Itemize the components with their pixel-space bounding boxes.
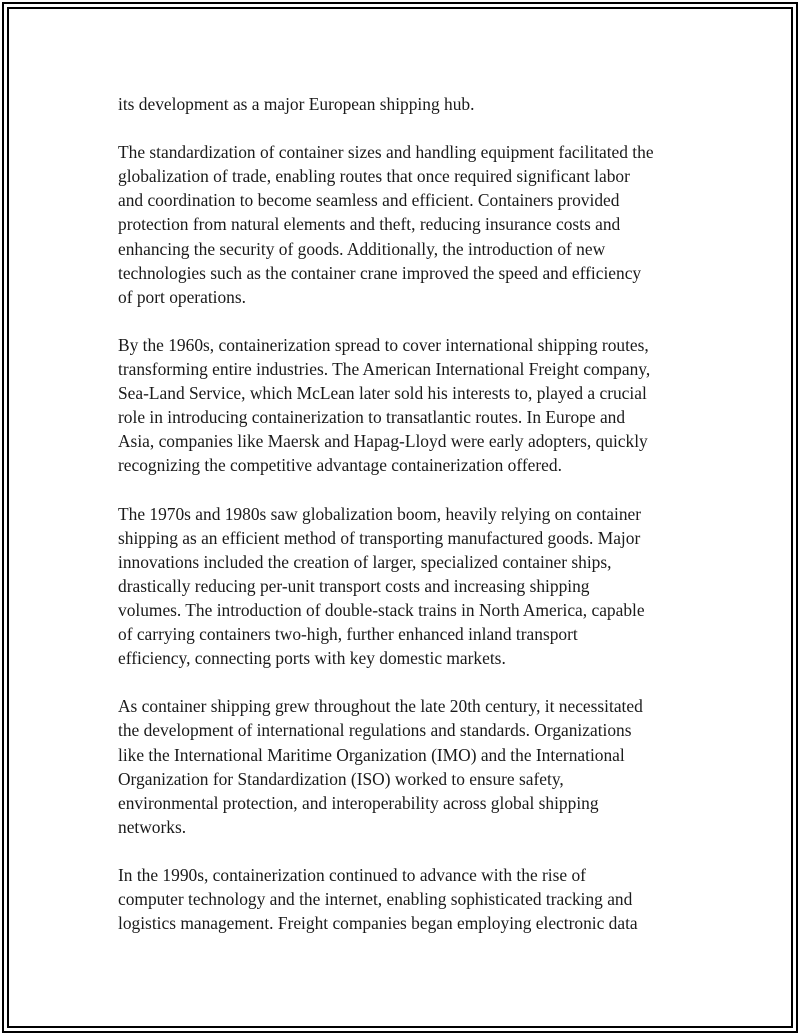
text-line: By the 1960s, containerization spread to cover international shipping routes, [118, 334, 649, 355]
text-line: volumes. The introduction of double-stack trains in North America, capable [118, 599, 645, 620]
text-line: protection from natural elements and theft, reducing insurance costs and [118, 214, 621, 235]
text-line: shipping as an efficient method of transporting manufactured goods. Major [118, 527, 641, 548]
text-line: globalization of trade, enabling routes that once required significant labor [118, 166, 630, 187]
text-line: Asia, companies like Maersk and Hapag-Lloyd were early adopters, quickly [118, 431, 648, 452]
text-line: Organization for Standardization (ISO) worked to ensure safety, [118, 768, 564, 789]
text-line: the development of international regulations and standards. Organizations [118, 720, 632, 741]
text-line: its development as a major European shipping hub. [118, 94, 475, 114]
text-line: transforming entire industries. The American International Freight company, [118, 359, 651, 380]
text-line: The 1970s and 1980s saw globalization boom, heavily relying on container [118, 503, 642, 524]
text-line: of carrying containers two-high, further enhanced inland transport [118, 624, 578, 645]
text-line: computer technology and the internet, enabling sophisticated tracking and [118, 889, 633, 910]
paragraph [118, 502, 698, 671]
paragraph [118, 694, 698, 839]
text-line: In the 1990s, containerization continued to advance with the rise of [118, 865, 586, 885]
text-line: logistics management. Freight companies began employing electronic data [118, 913, 638, 934]
text-line: Sea-Land Service, which McLean later sold his interests to, played a crucial [118, 383, 647, 404]
text-line: innovations included the creation of larger, specialized container ships, [118, 551, 612, 572]
paragraph [118, 863, 698, 935]
text-line: like the International Maritime Organization (IMO) and the International [118, 744, 625, 765]
text-line: The standardization of container sizes and handling equipment facilitated the [118, 142, 654, 163]
text-line: efficiency, connecting ports with key domestic markets. [118, 648, 506, 669]
text-line: technologies such as the container crane improved the speed and efficiency [118, 262, 642, 283]
text-line: of port operations. [118, 286, 246, 307]
text-line: and coordination to become seamless and efficient. Containers provided [118, 190, 620, 211]
paragraph [118, 333, 698, 478]
document-body [118, 92, 698, 959]
text-line: role in introducing containerization to transatlantic routes. In Europe and [118, 407, 626, 428]
text-line: drastically reducing per-unit transport costs and increasing shipping [118, 575, 590, 596]
paragraph [118, 140, 698, 309]
text-line: enhancing the security of goods. Additionally, the introduction of new [118, 238, 606, 259]
text-line: environmental protection, and interoperability across global shipping [118, 792, 599, 813]
text-line: recognizing the competitive advantage containerization offered. [118, 455, 562, 476]
paragraph [118, 92, 698, 116]
text-line: As container shipping grew throughout the late 20th century, it necessitated [118, 696, 643, 717]
text-line: networks. [118, 816, 187, 837]
